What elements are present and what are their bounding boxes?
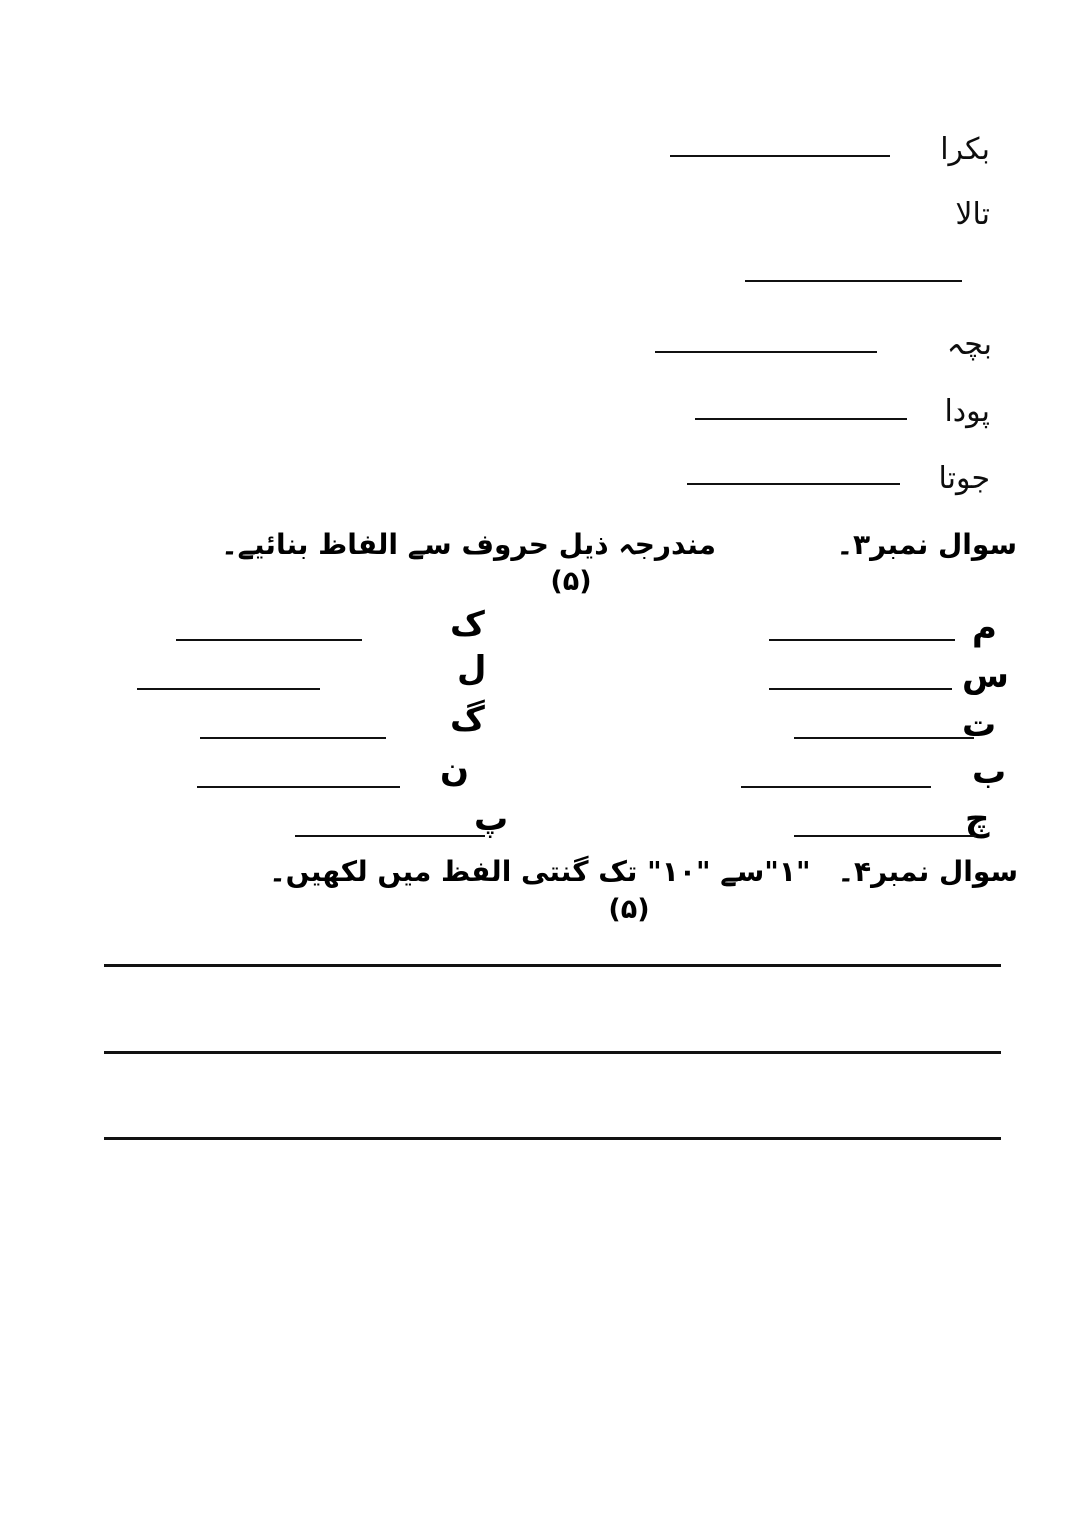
vocab-word-tala: تالا xyxy=(955,197,990,232)
answer-blank-line xyxy=(769,639,955,641)
vocab-word-bakra: بکرا xyxy=(940,132,990,167)
answer-blank-line xyxy=(655,351,877,353)
letter-te: ت xyxy=(962,705,997,745)
vocab-word-poda: پودا xyxy=(944,394,990,429)
question4-number: سوال نمبر۴۔ xyxy=(837,855,1018,888)
answer-blank-line xyxy=(687,483,900,485)
answer-blank-line xyxy=(200,737,386,739)
answer-blank-line xyxy=(295,835,485,837)
question3-number: سوال نمبر۳۔ xyxy=(836,528,1017,561)
vocab-word-joota: جوتا xyxy=(938,461,990,496)
answer-blank-line xyxy=(794,737,974,739)
answer-rule-line xyxy=(104,964,1001,967)
answer-blank-line xyxy=(769,688,952,690)
question4-instruction: "۱"سے "۱۰" تک گنتی الفظ میں لکھیں۔ xyxy=(269,855,811,888)
answer-blank-line xyxy=(670,155,890,157)
letter-noon: ن xyxy=(440,750,470,790)
vocab-word-bacha: بچہ xyxy=(946,327,992,362)
letter-be: ب xyxy=(972,752,1007,792)
letter-lam: ل xyxy=(457,649,487,689)
answer-blank-line xyxy=(745,280,962,282)
letter-kaf: ک xyxy=(450,604,485,644)
answer-rule-line xyxy=(104,1137,1001,1140)
question3-instruction: مندرجہ ذیل حروف سے الفاظ بنائیے۔ xyxy=(221,528,716,561)
answer-blank-line xyxy=(695,418,907,420)
answer-blank-line xyxy=(197,786,400,788)
answer-blank-line xyxy=(794,835,976,837)
letter-seen: س xyxy=(962,656,1009,696)
letter-meem: م xyxy=(972,608,997,648)
letter-gaf: گ xyxy=(450,699,485,739)
answer-rule-line xyxy=(104,1051,1001,1054)
question4-marks: (۵) xyxy=(608,894,650,925)
answer-blank-line xyxy=(176,639,362,641)
question4-heading xyxy=(269,855,1018,888)
answer-blank-line xyxy=(741,786,931,788)
answer-blank-line xyxy=(137,688,320,690)
question3-marks: (۵) xyxy=(550,566,592,597)
letter-che: چ xyxy=(965,799,990,839)
letter-pe: پ xyxy=(474,799,509,839)
